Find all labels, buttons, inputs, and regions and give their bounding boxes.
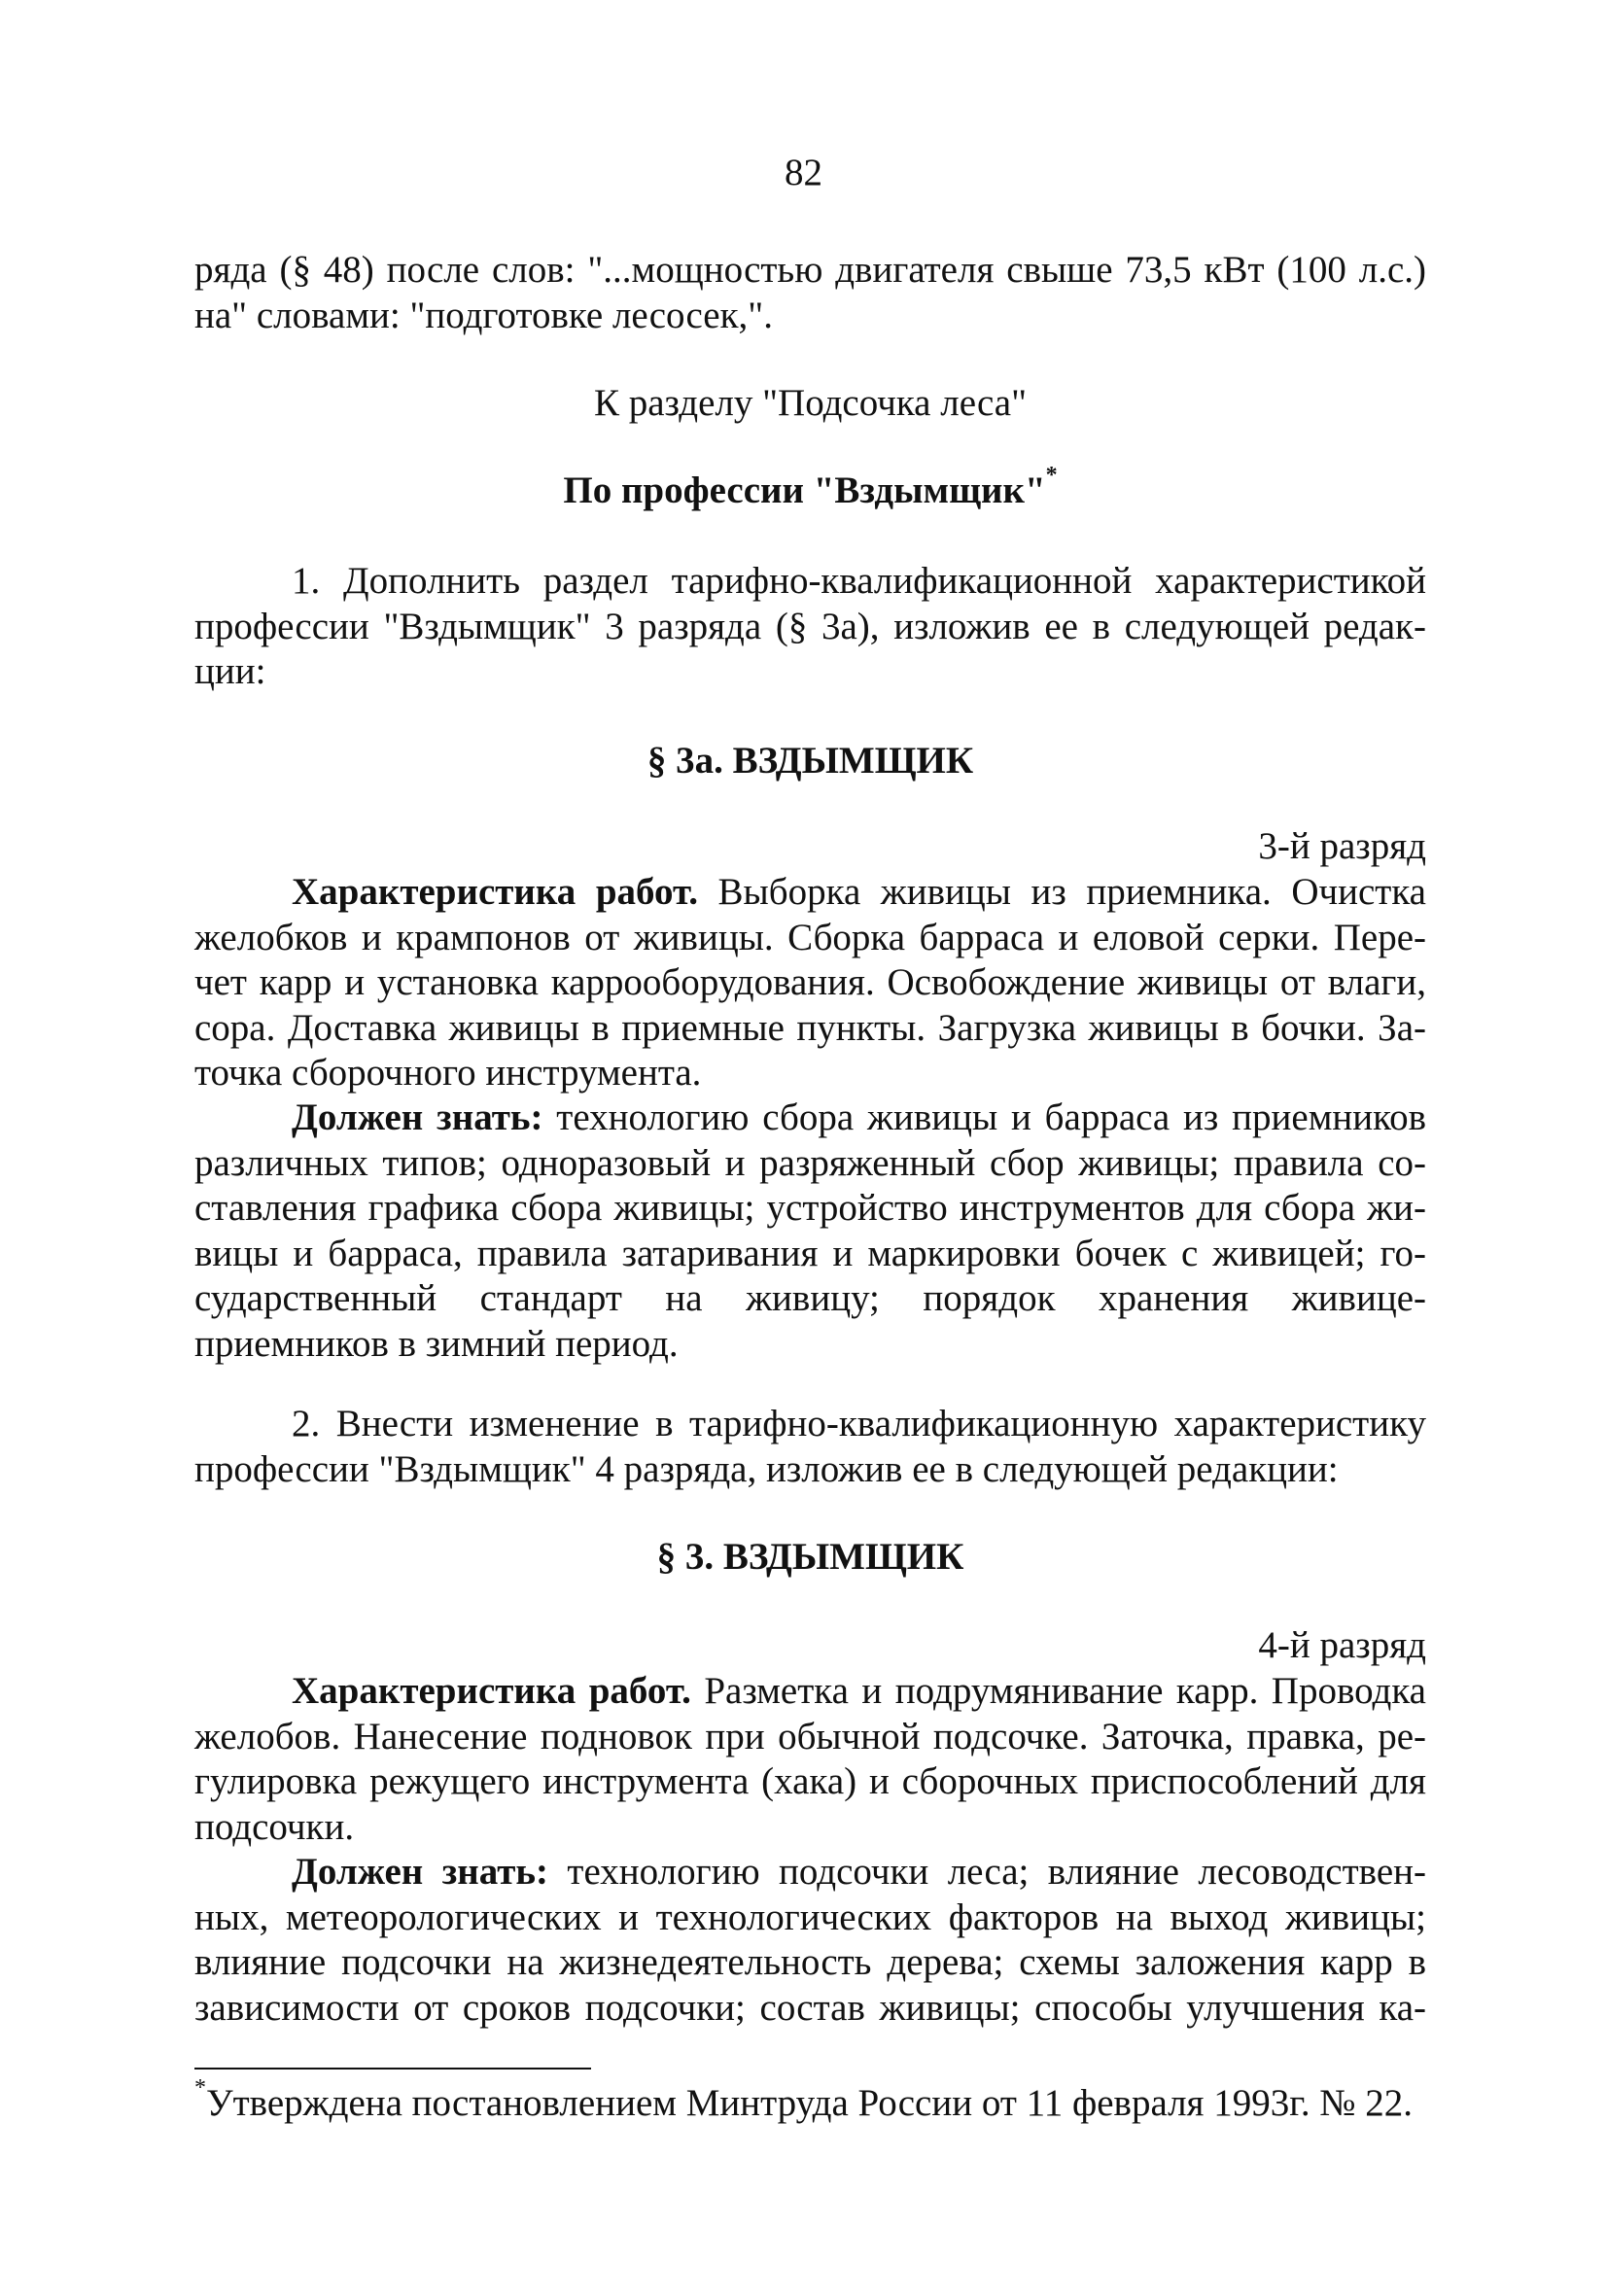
text-line	[194, 1447, 1426, 1493]
line-text: желобков и крампонов от живицы. Сборка барраса и еловой серки. Пере-	[194, 916, 1426, 958]
paragraph-intro	[194, 248, 1426, 338]
line-text: точка сборочного инструмента.	[194, 1052, 702, 1094]
text-line	[194, 1940, 1426, 1986]
paragraph-lead: Должен знать:	[292, 1851, 549, 1893]
text-line	[194, 1402, 1426, 1447]
text-line	[194, 1006, 1426, 1052]
work-characteristics-grade-4	[194, 1669, 1426, 1850]
line-text: чет карр и установка каррооборудования. Освобождение живицы от влаги,	[194, 961, 1426, 1003]
text-line	[194, 1805, 1426, 1851]
must-know-grade-3	[194, 1096, 1426, 1367]
profession-heading	[194, 463, 1426, 512]
line-text: влияние подсочки на жизнедеятельность дерева; схемы заложения карр в	[194, 1941, 1426, 1983]
paragraph-item-1	[194, 559, 1426, 695]
grade-4-label: 4-й разряд	[1258, 1624, 1426, 1666]
grade-3-label: 3-й разряд	[1258, 825, 1426, 867]
paragraph-lead: Должен знать:	[292, 1096, 543, 1138]
text-line	[194, 1051, 1426, 1096]
text-line	[194, 1186, 1426, 1232]
text-line	[194, 559, 1426, 605]
line-text: профессии "Вздымщик" 3 разряда (§ 3а), изложив ее в следующей редак-	[194, 605, 1426, 647]
text-line	[194, 1322, 1426, 1368]
paragraph-3-heading: § 3. ВЗДЫМЩИК	[656, 1536, 964, 1578]
line-text: приемников в зимний период.	[194, 1322, 679, 1365]
line-text: сударственный стандарт на живицу; порядок хранения живице-	[194, 1277, 1426, 1319]
text-line	[194, 1896, 1426, 1941]
line-text: 2. Внести изменение в тарифно-квалификационную характеристику	[292, 1403, 1426, 1444]
line-text: ции:	[194, 650, 266, 692]
paragraph-lead: Характеристика работ.	[292, 1670, 691, 1712]
text-line	[194, 248, 1426, 294]
text-line	[194, 1669, 1426, 1715]
text-line	[194, 1715, 1426, 1760]
paragraph-item-2	[194, 1402, 1426, 1492]
section-heading: К разделу "Подсочка леса"	[593, 382, 1028, 424]
text-line	[194, 960, 1426, 1006]
text-line	[194, 1850, 1426, 1896]
line-text: вицы и барраса, правила затаривания и маркировки бочек с живицей; го-	[194, 1232, 1426, 1274]
line-text: технологию подсочки леса; влияние лесоводствен-	[548, 1851, 1426, 1893]
line-text: 1. Дополнить раздел тарифно-квалификационной характеристикой	[292, 560, 1426, 602]
line-text: зависимости от сроков подсочки; состав живицы; способы улучшения ка-	[194, 1986, 1426, 2029]
page-number: 82	[785, 152, 822, 193]
line-text: ряда (§ 48) после слов: "...мощностью двигателя свыше 73,5 кВт (100 л.с.)	[194, 249, 1426, 291]
text-line	[194, 1141, 1426, 1187]
text-line	[194, 1276, 1426, 1322]
text-line	[194, 1986, 1426, 2032]
line-text: ставления графика сбора живицы; устройство инструментов для сбора жи-	[194, 1187, 1426, 1229]
text-line	[194, 1232, 1426, 1277]
footnote	[194, 2075, 1414, 2125]
line-text: Разметка и подрумянивание карр. Проводка	[690, 1670, 1426, 1712]
must-know-grade-4	[194, 1850, 1426, 2031]
line-text: подсочки.	[194, 1805, 355, 1848]
text-line	[194, 605, 1426, 650]
line-text: технологию сбора живицы и барраса из приемников	[542, 1096, 1426, 1138]
text-line	[194, 649, 1426, 695]
line-text: ных, метеорологических и технологических факторов на выход живицы;	[194, 1896, 1426, 1938]
work-characteristics-grade-3	[194, 870, 1426, 1096]
text-line	[194, 294, 1426, 339]
line-text: гулировка режущего инструмента (хака) и сборочных приспособлений для	[194, 1760, 1426, 1802]
line-text: профессии "Вздымщик" 4 разряда, изложив ее в следующей редакции:	[194, 1447, 1339, 1490]
paragraph-lead: Характеристика работ.	[292, 871, 698, 913]
line-text: различных типов; одноразовый и разряженный сбор живицы; правила со-	[194, 1141, 1426, 1184]
paragraph-3a-heading: § 3а. ВЗДЫМЩИК	[646, 740, 974, 782]
footnote-marker: *	[1045, 463, 1058, 488]
text-line	[194, 916, 1426, 961]
line-text: сора. Доставка живицы в приемные пункты. Загрузка живицы в бочки. За-	[194, 1006, 1426, 1049]
line-text: Выборка живицы из приемника. Очистка	[697, 871, 1426, 913]
footnote-divider	[194, 2068, 591, 2070]
line-text: на" словами: "подготовке лесосек,".	[194, 294, 773, 336]
text-line	[194, 1759, 1426, 1805]
footnote-mark: *	[194, 2075, 206, 2101]
line-text: желобов. Нанесение подновок при обычной подсочке. Заточка, правка, ре-	[194, 1715, 1426, 1757]
footnote-text: Утверждена постановлением Минтруда России от 11 февраля 1993г. № 22.	[206, 2082, 1414, 2124]
profession-heading-text: По профессии "Вздымщик"	[563, 470, 1046, 511]
text-line	[194, 1096, 1426, 1141]
text-line	[194, 870, 1426, 916]
